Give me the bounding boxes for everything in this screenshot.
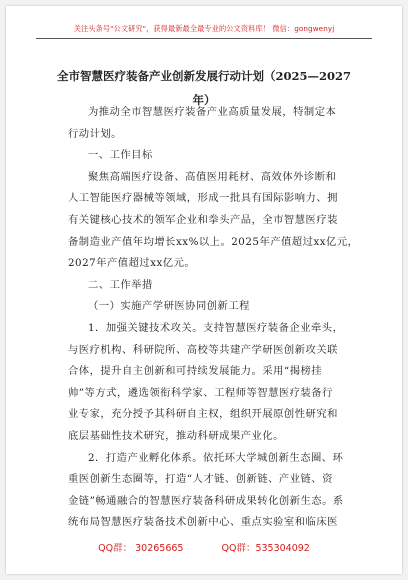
body-line: 2．打造产业孵化体系。依托环大学城创新生态圈、环 — [88, 451, 344, 464]
body-line: 底层基础性技术研究，推动科研成果产业化。 — [68, 429, 284, 442]
title-line: 全市智慧医疗装备产业创新发展行动计划（2025—2027 — [56, 69, 351, 83]
subsection-heading: （一）实施产学研医协同创新工程 — [88, 300, 250, 313]
body-line: 与医疗机构、科研院所、高校等共建产学研医创新攻关联 — [68, 343, 338, 356]
body-line: 有关键核心技术的领军企业和拳头产品，全市智慧医疗装 — [68, 213, 338, 226]
body-line: 合体，提升自主创新和可持续发展能力。采用“揭榜挂 — [68, 365, 323, 378]
body-line: 统布局智慧医疗装备技术创新中心、重点实验室和临床医 — [68, 516, 338, 529]
body-line: 业专家，充分授予其科研自主权，组织开展原创性研究和 — [68, 408, 338, 421]
footer-qq-group-2: QQ群：535304092 — [221, 543, 310, 554]
body-line: 帅”等方式，遴选领衔科学家、工程师等智慧医疗装备行 — [68, 386, 333, 399]
body-line: 金链”畅通融合的智慧医疗装备科研成果转化创新生态。系 — [68, 494, 344, 507]
header-banner: 关注头条号"公文研究"，获得最新最全最专业的公文资料库！ 微信：gongwenyj — [73, 24, 335, 33]
body-line: 重医创新生态圈等，打造“人才链、创新链、产业链、资 — [68, 473, 333, 486]
body-line: 备制造业产值年均增长xx%以上。2025年产值超过xx亿元， — [68, 235, 359, 248]
document-body — [68, 102, 362, 534]
section-heading: 一、工作目标 — [88, 149, 153, 162]
section-heading: 二、工作举措 — [88, 278, 153, 291]
footer — [6, 540, 402, 554]
body-line: 为推动全市智慧医疗装备产业高质量发展，特制定本 — [88, 106, 337, 118]
title-line: 年） — [192, 93, 216, 107]
footer-qq-group-1: QQ群： 30265665 — [98, 543, 184, 554]
body-line: 聚焦高端医疗设备、高值医用耗材、高效体外诊断和 — [88, 170, 337, 183]
document-page — [6, 6, 402, 574]
header-rule — [36, 38, 372, 39]
body-line: 行动计划。 — [68, 127, 122, 140]
body-line: 2027年产值超过xx亿元。 — [68, 257, 196, 270]
body-line: 1．加强关键技术攻关。支持智慧医疗装备企业牵头， — [88, 321, 344, 334]
body-line: 人工智能医疗器械等领域，形成一批具有国际影响力、拥 — [68, 192, 338, 205]
